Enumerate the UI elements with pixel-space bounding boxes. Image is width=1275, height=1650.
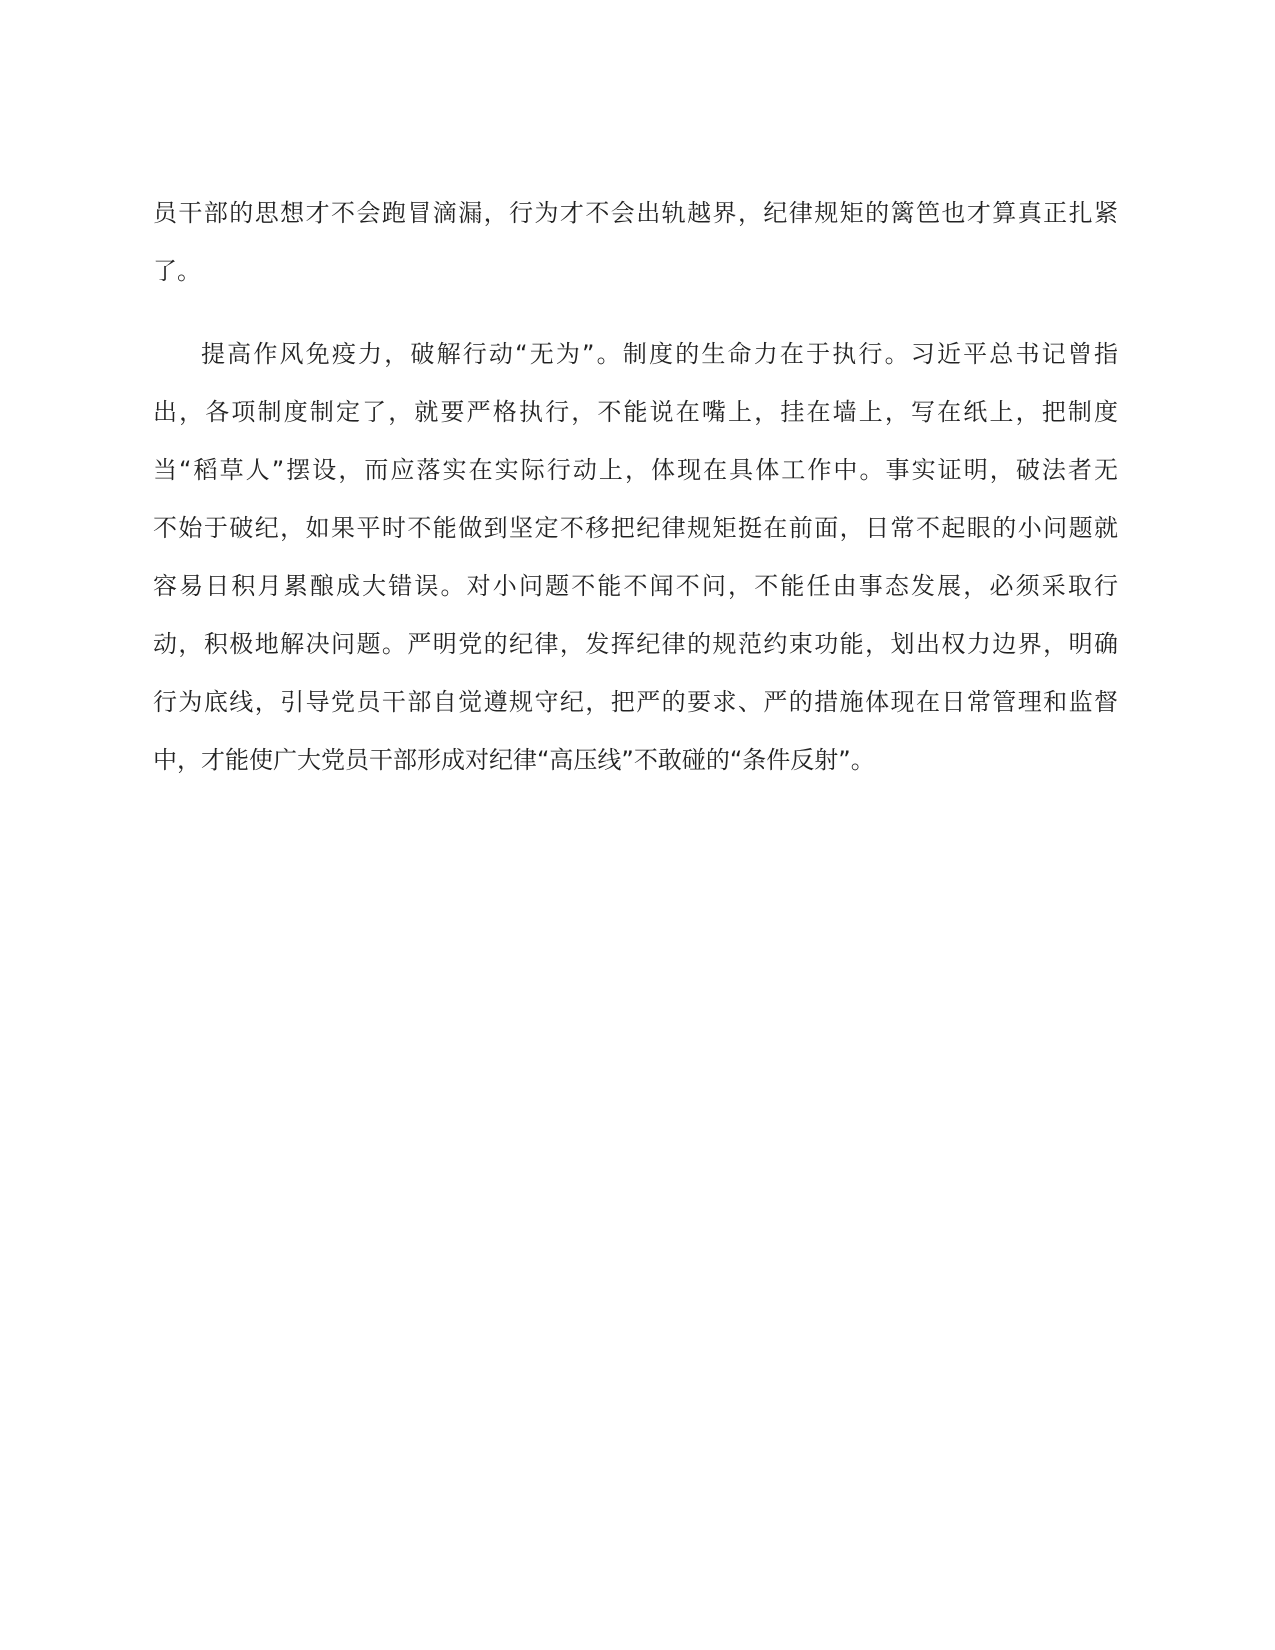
paragraph-line: 不始于破纪，如果平时不能做到坚定不移把纪律规矩挺在前面，日常不起眼的小问题就 [153, 514, 1118, 542]
paragraph-line: 中，才能使广大党员干部形成对纪律“高压线”不敢碰的“条件反射”。 [153, 746, 875, 774]
paragraph-line: 提高作风免疫力，破解行动“无为”。制度的生命力在于执行。习近平总书记曾指 [201, 340, 1118, 368]
paragraph-continued [153, 184, 1118, 300]
paragraph-line: 行为底线，引导党员干部自觉遵规守纪，把严的要求、严的措施体现在日常管理和监督 [153, 688, 1118, 716]
paragraph-line: 容易日积月累酿成大错误。对小问题不能不闻不问，不能任由事态发展，必须采取行 [153, 572, 1118, 600]
paragraph-execution [153, 325, 1118, 789]
paragraph-line: 员干部的思想才不会跑冒滴漏，行为才不会出轨越界，纪律规矩的篱笆也才算真正扎紧 [153, 199, 1118, 227]
paragraph-line: 当“稻草人”摆设，而应落实在实际行动上，体现在具体工作中。事实证明，破法者无 [153, 456, 1118, 484]
paragraph-line: 动，积极地解决问题。严明党的纪律，发挥纪律的规范约束功能，划出权力边界，明确 [153, 630, 1118, 658]
paragraph-line: 出，各项制度制定了，就要严格执行，不能说在嘴上，挂在墙上，写在纸上，把制度 [153, 398, 1118, 426]
paragraph-line: 了。 [153, 257, 201, 285]
